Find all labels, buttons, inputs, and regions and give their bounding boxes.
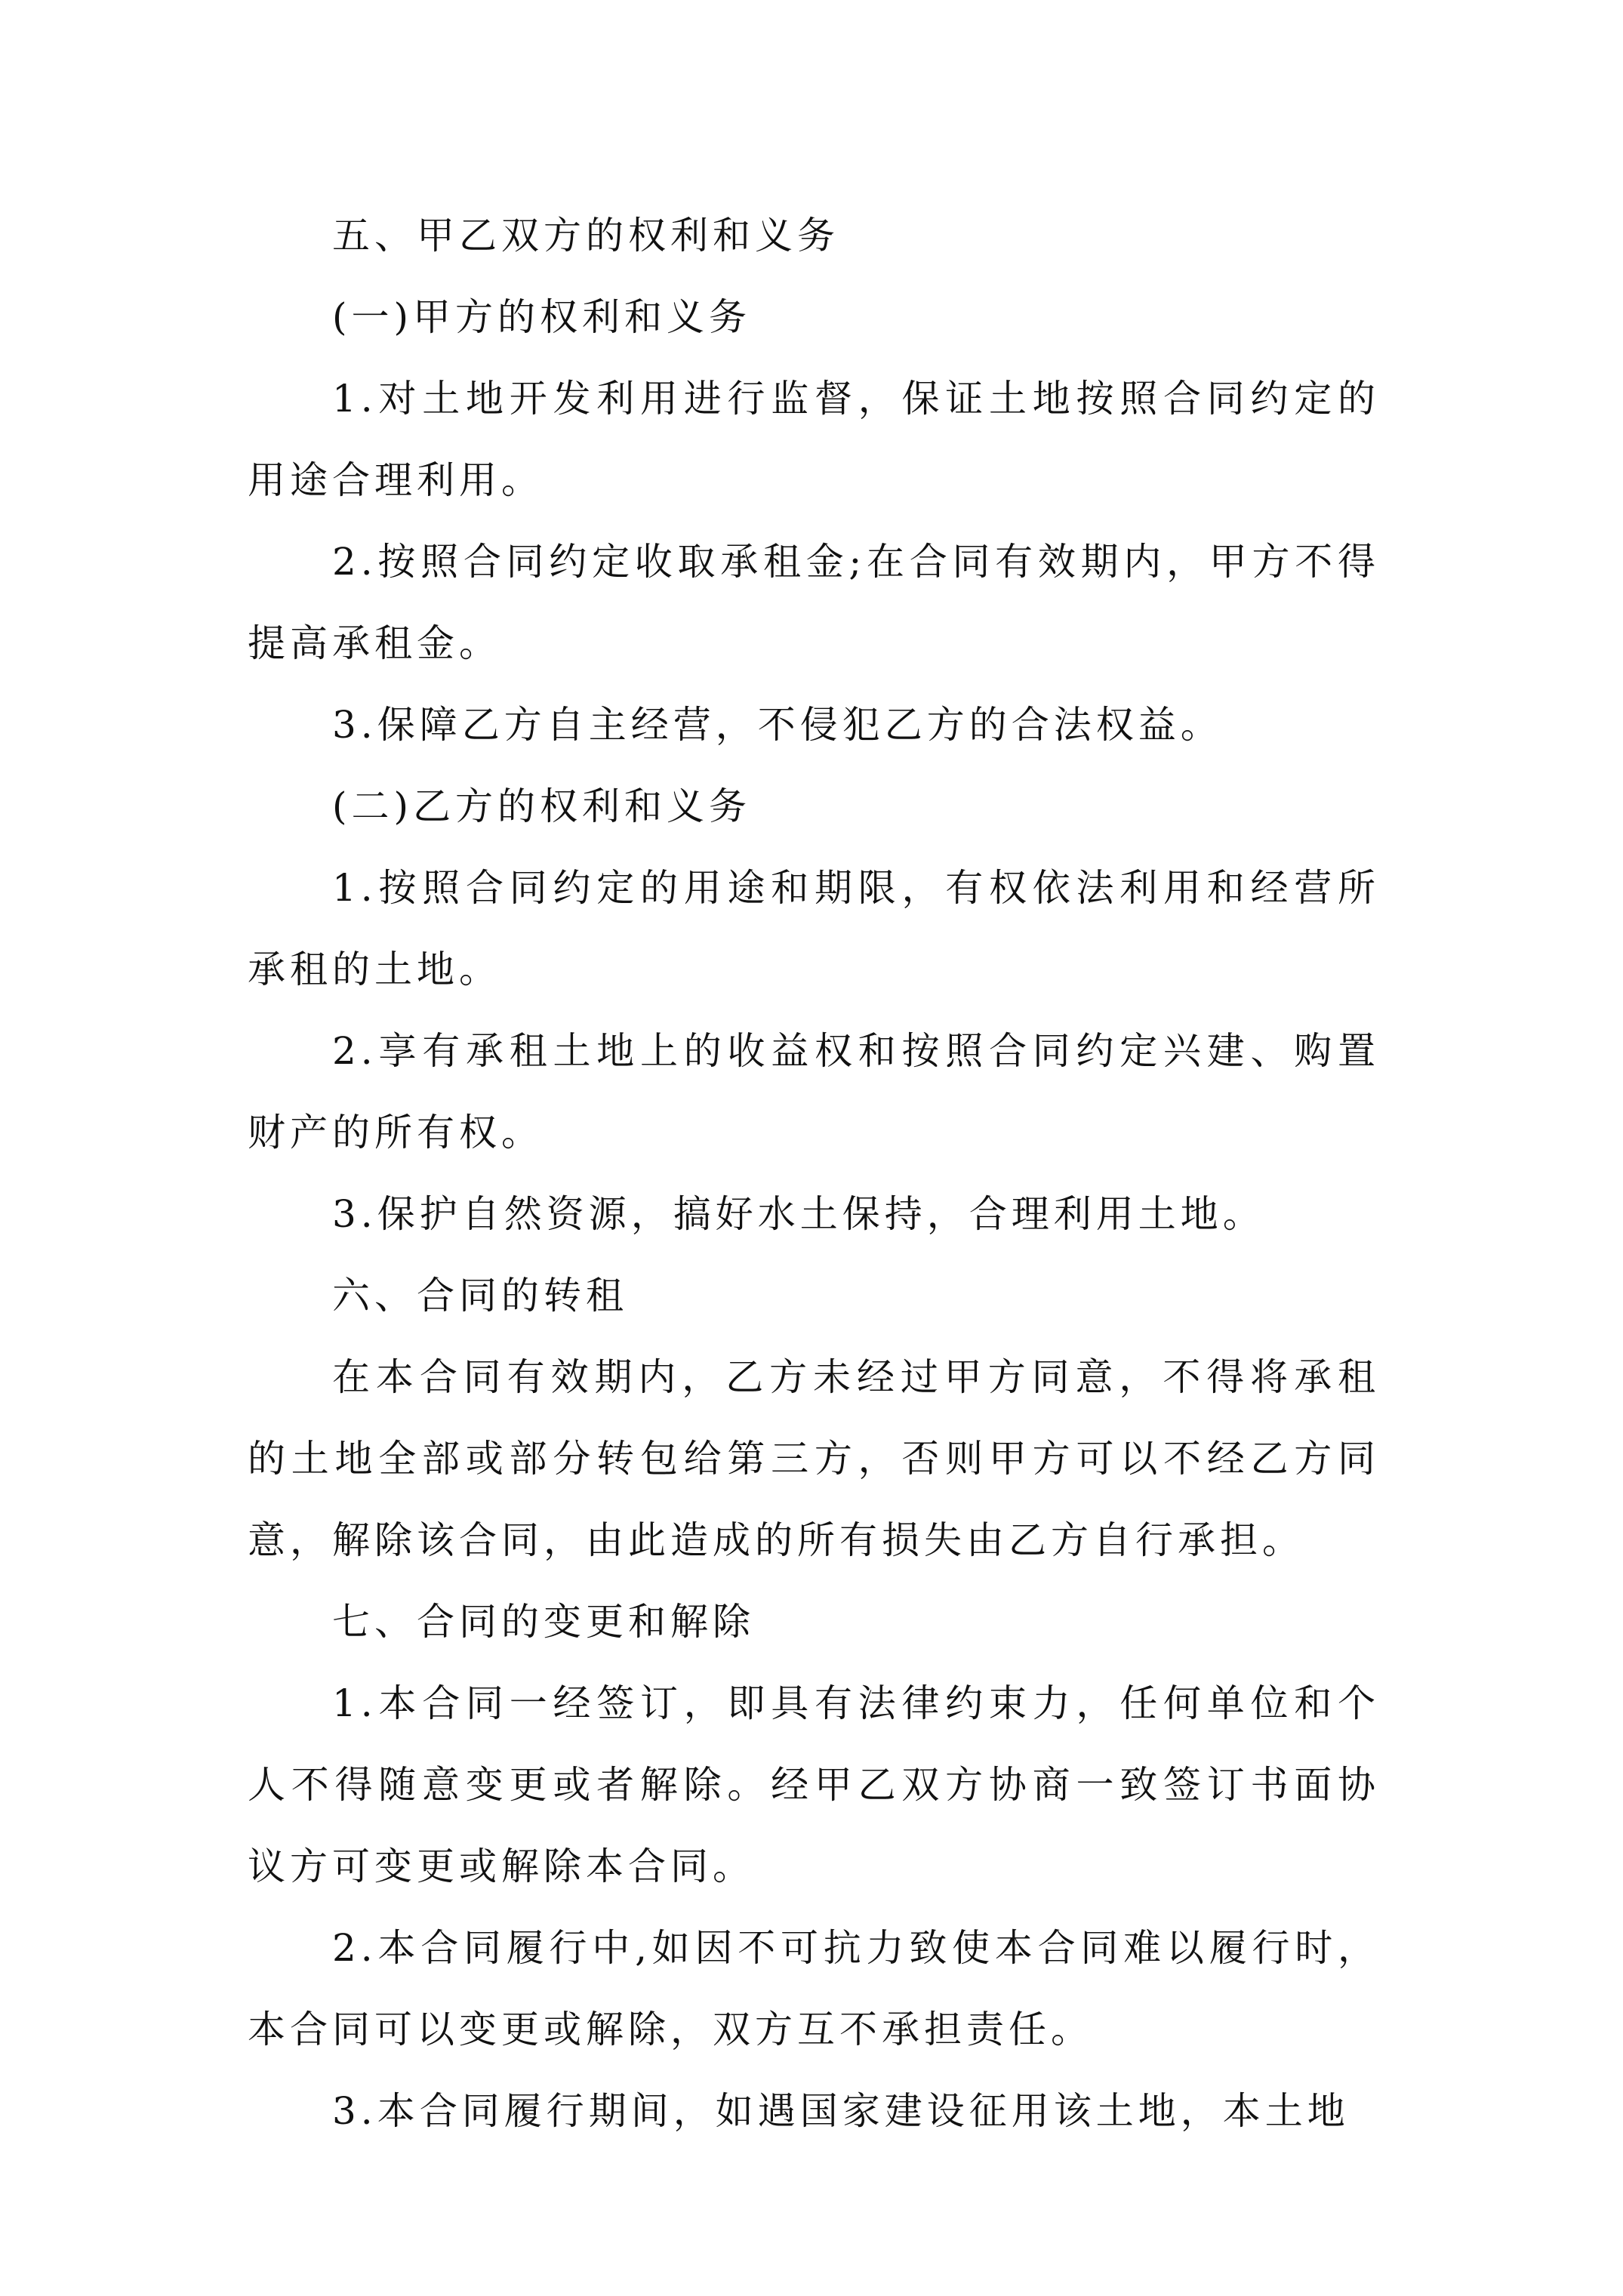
paragraph-sublease: 在本合同有效期内，乙方未经过甲方同意，不得将承租的土地全部或部分转包给第三方，否则甲方可以不经乙方同意，解除该合同，由此造成的所有损失由乙方自行承担。 bbox=[248, 1355, 1380, 1562]
paragraph-b2: 2.享有承租土地上的收益权和按照合同约定兴建、购置财产的所有权。 bbox=[248, 1029, 1380, 1154]
paragraph-c1: 1.本合同一经签订，即具有法律约束力，任何单位和个人不得随意变更或者解除。经甲乙双方协商一致签订书面协议方可变更或解除本合同。 bbox=[248, 1681, 1380, 1888]
paragraph-a3: 3.保障乙方自主经营，不侵犯乙方的合法权益。 bbox=[332, 703, 1223, 747]
paragraph-b3: 3.保护自然资源，搞好水土保持，合理利用土地。 bbox=[332, 1192, 1265, 1236]
section-heading-sublease: 六、合同的转租 bbox=[332, 1274, 628, 1318]
paragraph-b1: 1.按照合同约定的用途和期限，有权依法利用和经营所承租的土地。 bbox=[248, 866, 1380, 991]
paragraph-a1: 1.对土地开发利用进行监督，保证土地按照合同约定的用途合理利用。 bbox=[248, 377, 1380, 502]
paragraph-c2: 2.本合同履行中,如因不可抗力致使本合同难以履行时，本合同可以变更或解除，双方互不承担责任。 bbox=[248, 1926, 1380, 2051]
section-heading-rights-obligations: 五、甲乙双方的权利和义务 bbox=[332, 214, 839, 257]
document-body bbox=[248, 195, 1380, 2152]
paragraph-c3: 3.本合同履行期间，如遇国家建设征用该土地，本土地 bbox=[332, 2089, 1350, 2133]
subheading-party-b: (二)乙方的权利和义务 bbox=[332, 784, 752, 828]
subheading-party-a: (一)甲方的权利和义务 bbox=[332, 295, 752, 339]
section-heading-change-termination: 七、合同的变更和解除 bbox=[332, 1600, 755, 1644]
paragraph-a2: 2.按照合同约定收取承租金;在合同有效期内，甲方不得提高承租金。 bbox=[248, 540, 1380, 665]
